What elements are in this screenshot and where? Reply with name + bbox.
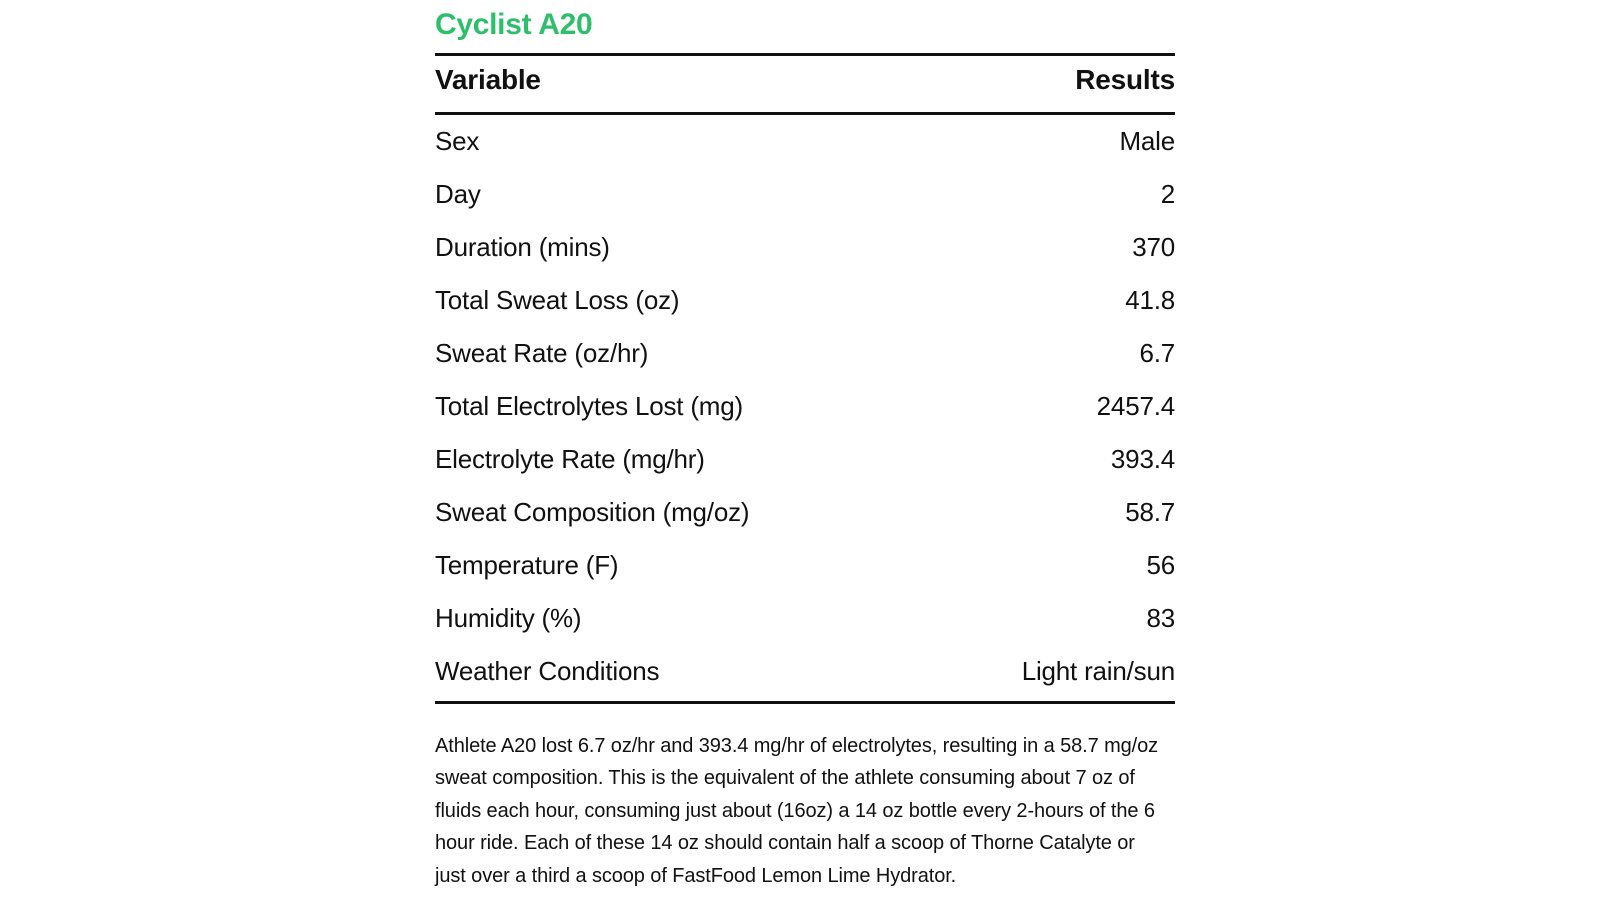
table-row [435,380,1175,433]
cell-variable: Sex [435,126,480,156]
table-row [435,114,1175,169]
table-body [435,114,1175,703]
table-row [435,168,1175,221]
cell-variable: Sweat Composition (mg/oz) [435,497,750,527]
cell-result: 2457.4 [1096,391,1175,421]
table-header [435,55,1175,114]
cell-variable: Temperature (F) [435,550,619,580]
results-table [435,53,1175,704]
table-row [435,221,1175,274]
table-row [435,433,1175,486]
cell-variable: Humidity (%) [435,603,582,633]
table-row [435,327,1175,380]
cell-variable: Weather Conditions [435,645,842,703]
cell-result: 83 [1146,603,1175,633]
table-row [435,592,1175,645]
table-row [435,645,1175,703]
cell-variable: Electrolyte Rate (mg/hr) [435,444,705,474]
cell-variable: Total Electrolytes Lost (mg) [435,391,743,421]
cell-result: 58.7 [1125,497,1175,527]
column-header-variable: Variable [435,55,842,114]
cell-result: 6.7 [1139,338,1175,368]
column-header-results: Results [842,55,1175,114]
cell-result: 2 [1160,179,1175,209]
cell-result: 56 [1146,550,1175,580]
report-content [435,0,1175,912]
cell-result: Light rain/sun [842,645,1175,703]
table-row [435,274,1175,327]
summary-paragraph: Athlete A20 lost 6.7 oz/hr and 393.4 mg/hr of electrolytes, resulting in a 58.7 mg/oz sweat composition. This is the equivalent of the athlete consuming about 7 oz of fluids each hour, consuming just about (16oz) a 14 oz bottle every 2-hours of the 6 hour ride. Each of these 14 oz should contain half a scoop of Thorne Catalyte or just over a third a scoop of FastFood Lemon Lime Hydrator. [435,735,1159,887]
cell-variable: Day [435,179,481,209]
table-header-row [435,55,1175,114]
cell-result: 41.8 [1125,285,1175,315]
cell-result: 370 [1132,232,1175,262]
cell-result: 393.4 [1110,444,1175,474]
cell-variable: Total Sweat Loss (oz) [435,285,680,315]
cell-variable: Duration (mins) [435,232,610,262]
cell-variable: Sweat Rate (oz/hr) [435,338,649,368]
page-title: Cyclist A20 [435,8,593,41]
table-row [435,539,1175,592]
cell-result: Male [1119,126,1175,156]
table-row [435,486,1175,539]
